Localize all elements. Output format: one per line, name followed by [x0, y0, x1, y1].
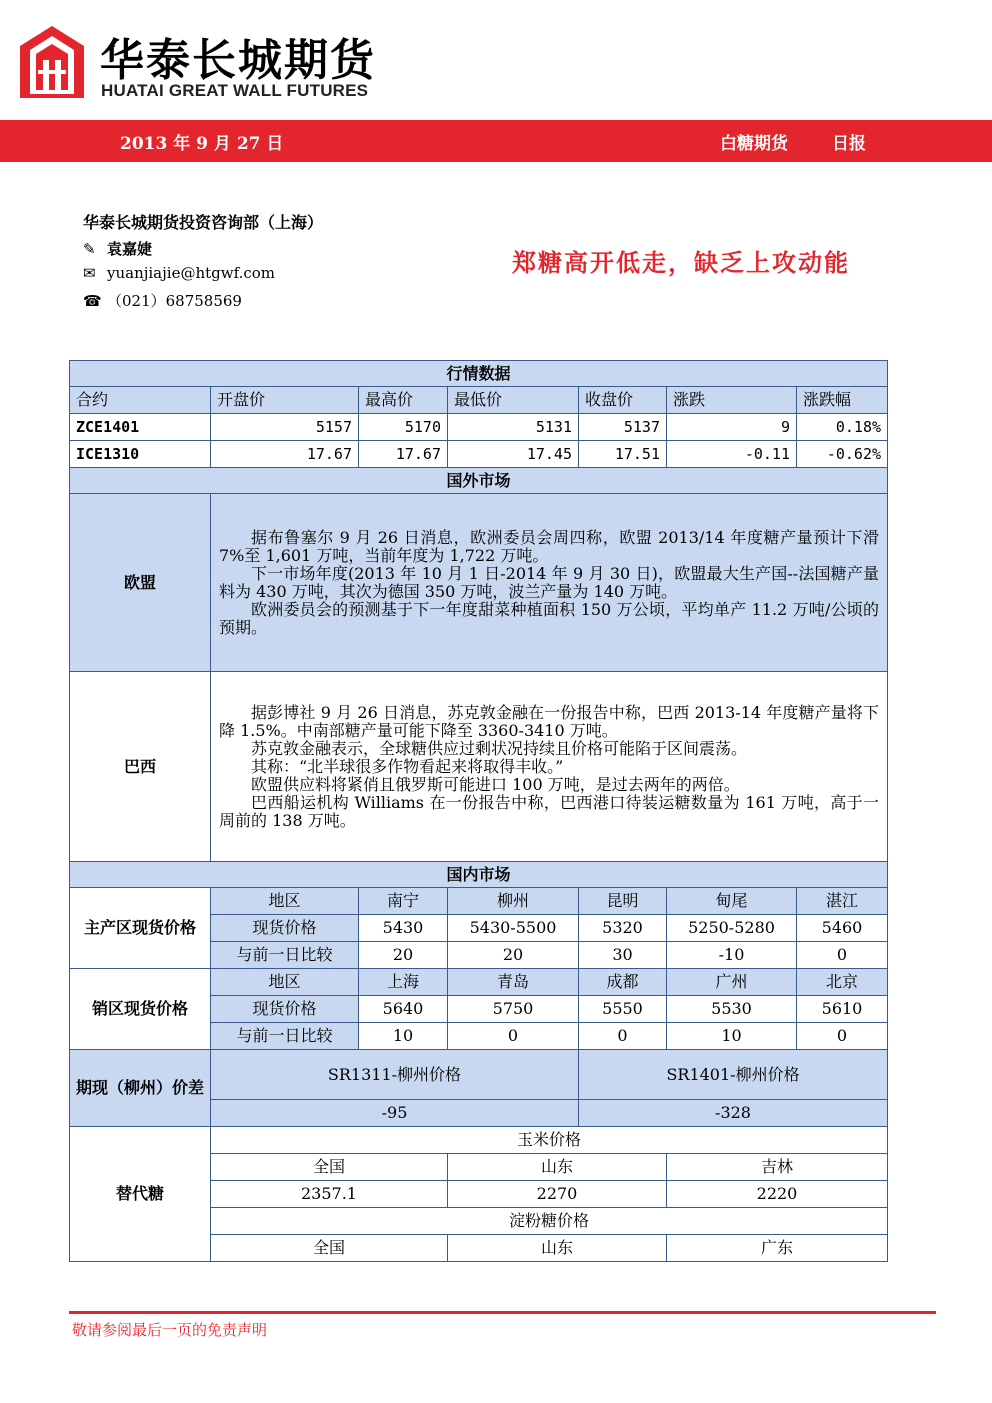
- basis-label: 期现（柳州）价差: [70, 1050, 211, 1127]
- high-price: 5170: [359, 414, 448, 441]
- news-paragraph: 欧盟供应料将紧俏且俄罗斯可能进口 100 万吨，是过去两年的两倍。: [251, 774, 740, 794]
- region-name: 青岛: [448, 969, 579, 996]
- basis-header-sr1311: SR1311-柳州价格: [211, 1050, 579, 1100]
- region-name: 全国: [211, 1154, 448, 1181]
- open-price: 17.67: [211, 441, 359, 468]
- starch-sugar-price-title: 淀粉糖价格: [211, 1208, 888, 1235]
- price-change: 10: [359, 1023, 448, 1050]
- region-name: 山东: [448, 1235, 667, 1262]
- author-phone: （021）68758569: [107, 292, 242, 310]
- contract-code: ZCE1401: [70, 414, 211, 441]
- row-header: 现货价格: [211, 996, 359, 1023]
- spot-price: 5640: [359, 996, 448, 1023]
- price-change: 0: [448, 1023, 579, 1050]
- spot-price: 5550: [579, 996, 667, 1023]
- phone-line: [83, 290, 242, 311]
- col-header: 最低价: [448, 387, 579, 414]
- report-headline: 郑糖高开低走，缺乏上攻动能: [512, 248, 850, 277]
- change-percent: 0.18%: [797, 414, 888, 441]
- corn-price-title: 玉米价格: [211, 1127, 888, 1154]
- row-header: 与前一日比较: [211, 1023, 359, 1050]
- spot-price: 5750: [448, 996, 579, 1023]
- news-paragraph: 下一市场年度(2013 年 10 月 1 日-2014 年 9 月 30 日)，欧盟最大生产国--法国糖产量料为 430 万吨，其次为德国 350 万吨，波兰产量为 140 万吨。: [219, 563, 880, 601]
- price-change: 20: [359, 942, 448, 969]
- region-name: 吉林: [667, 1154, 888, 1181]
- news-paragraph: 巴西船运机构 Williams 在一份报告中称，巴西港口待装运糖数量为 161 万吨，高于一周前的 138 万吨。: [219, 792, 880, 830]
- brazil-news: [211, 672, 888, 862]
- row-header: 地区: [211, 888, 359, 915]
- phone-icon: ☎: [83, 292, 102, 310]
- region-name: 甸尾: [667, 888, 797, 915]
- price-change: 10: [667, 1023, 797, 1050]
- spot-price: 5610: [797, 996, 888, 1023]
- report-banner: [0, 120, 992, 162]
- spot-price: 5320: [579, 915, 667, 942]
- region-name: 南宁: [359, 888, 448, 915]
- region-name: 柳州: [448, 888, 579, 915]
- col-header: 收盘价: [579, 387, 667, 414]
- row-header: 地区: [211, 969, 359, 996]
- basis-header-sr1401: SR1401-柳州价格: [579, 1050, 888, 1100]
- contract-code: ICE1310: [70, 441, 211, 468]
- eu-news: [211, 494, 888, 672]
- corn-price: 2357.1: [211, 1181, 448, 1208]
- region-name: 全国: [211, 1235, 448, 1262]
- low-price: 5131: [448, 414, 579, 441]
- table-row: [70, 441, 888, 468]
- region-name: 广东: [667, 1235, 888, 1262]
- col-header: 涨跌幅: [797, 387, 888, 414]
- change: -0.11: [667, 441, 797, 468]
- col-header: 开盘价: [211, 387, 359, 414]
- region-name: 湛江: [797, 888, 888, 915]
- author-email[interactable]: yuanjiajie@htgwf.com: [107, 264, 276, 282]
- open-price: 5157: [211, 414, 359, 441]
- corn-price: 2220: [667, 1181, 888, 1208]
- brazil-label: 巴西: [70, 672, 211, 862]
- region-name: 北京: [797, 969, 888, 996]
- spot-price: 5530: [667, 996, 797, 1023]
- email-line: [83, 264, 275, 282]
- row-header: 与前一日比较: [211, 942, 359, 969]
- region-name: 山东: [448, 1154, 667, 1181]
- selling-area-label: 销区现货价格: [70, 969, 211, 1050]
- news-paragraph: 据彭博社 9 月 26 日消息，苏克敦金融在一份报告中称，巴西 2013-14 年度糖产量将下降 1.5%。中南部糖产量可能下降至 3360-3410 万吨。: [219, 702, 880, 740]
- change: 9: [667, 414, 797, 441]
- price-change: 0: [579, 1023, 667, 1050]
- section-market-data: 行情数据: [70, 361, 888, 387]
- col-header: 最高价: [359, 387, 448, 414]
- author-line: [83, 238, 152, 259]
- spot-price: 5430-5500: [448, 915, 579, 942]
- envelope-icon: ✉: [83, 264, 96, 282]
- region-name: 广州: [667, 969, 797, 996]
- region-name: 昆明: [579, 888, 667, 915]
- producing-area-label: 主产区现货价格: [70, 888, 211, 969]
- high-price: 17.67: [359, 441, 448, 468]
- company-logo: [18, 24, 86, 100]
- news-paragraph: 欧洲委员会的预测基于下一年度甜菜种植面积 150 万公顷，平均单产 11.2 万吨/公顷的预期。: [219, 599, 880, 637]
- close-price: 5137: [579, 414, 667, 441]
- region-name: 成都: [579, 969, 667, 996]
- report-date: 2013 年 9 月 27 日: [120, 134, 284, 154]
- col-header: 合约: [70, 387, 211, 414]
- department-name: 华泰长城期货投资咨询部（上海）: [83, 213, 324, 232]
- col-header: 涨跌: [667, 387, 797, 414]
- price-change: 0: [797, 942, 888, 969]
- price-change: 20: [448, 942, 579, 969]
- spot-price: 5430: [359, 915, 448, 942]
- edit-icon: ✎: [83, 240, 96, 258]
- table-row: [70, 414, 888, 441]
- price-change: 30: [579, 942, 667, 969]
- corn-price: 2270: [448, 1181, 667, 1208]
- disclaimer-note[interactable]: 敬请参阅最后一页的免责声明: [72, 1321, 268, 1339]
- footer-divider: [69, 1311, 936, 1314]
- news-paragraph: 其称：“北半球很多作物看起来将取得丰收。”: [251, 756, 564, 776]
- price-change: 0: [797, 1023, 888, 1050]
- spot-price: 5460: [797, 915, 888, 942]
- region-name: 上海: [359, 969, 448, 996]
- report-category: 白糖期货: [720, 134, 788, 154]
- price-change: -10: [667, 942, 797, 969]
- brand-name-cn: 华泰长城期货: [100, 35, 376, 86]
- author-name: 袁嘉婕: [107, 240, 153, 258]
- brand-name-en: HUATAI GREAT WALL FUTURES: [101, 81, 369, 100]
- row-header: 现货价格: [211, 915, 359, 942]
- change-percent: -0.62%: [797, 441, 888, 468]
- section-domestic-market: 国内市场: [70, 862, 888, 888]
- basis-value-sr1401: -328: [579, 1100, 888, 1127]
- news-paragraph: 据布鲁塞尔 9 月 26 日消息，欧洲委员会周四称，欧盟 2013/14 年度糖产量预计下滑 7%至 1,601 万吨，当前年度为 1,722 万吨。: [219, 527, 880, 565]
- spot-price: 5250-5280: [667, 915, 797, 942]
- news-paragraph: 苏克敦金融表示，全球糖供应过剩状况持续且价格可能陷于区间震荡。: [251, 738, 748, 758]
- basis-value-sr1311: -95: [211, 1100, 579, 1127]
- low-price: 17.45: [448, 441, 579, 468]
- section-foreign-market: 国外市场: [70, 468, 888, 494]
- report-type: 日报: [832, 134, 866, 154]
- eu-label: 欧盟: [70, 494, 211, 672]
- market-table: [69, 360, 888, 1262]
- substitute-sugar-label: 替代糖: [70, 1127, 211, 1262]
- close-price: 17.51: [579, 441, 667, 468]
